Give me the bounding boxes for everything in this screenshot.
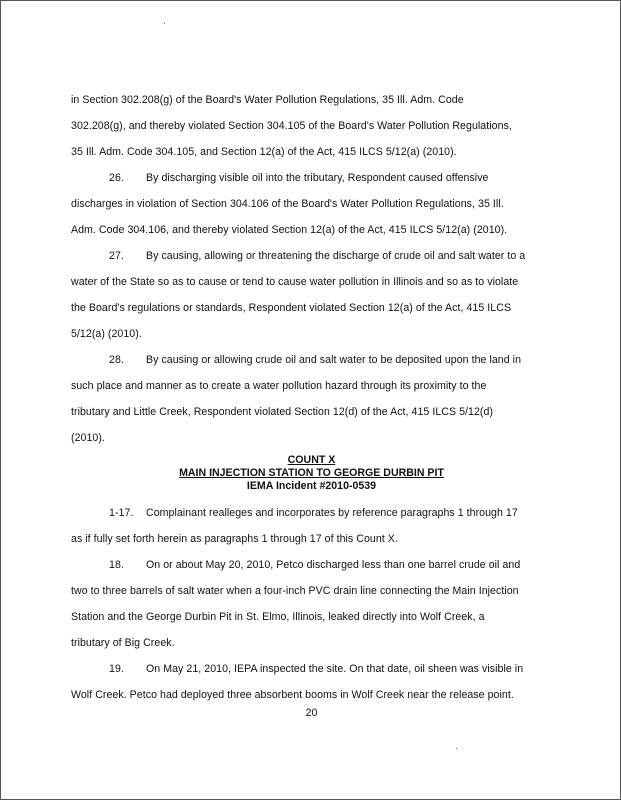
text-line: By causing, allowing or threatening the discharge of crude oil and salt water to a (146, 250, 526, 262)
paragraph-19-first-line (109, 663, 523, 675)
scan-speck (164, 23, 165, 24)
text-line: tributary of Big Creek. (71, 637, 175, 649)
paragraph-26-first-line (109, 172, 489, 184)
text-line: Adm. Code 304.106, and thereby violated Section 12(a) of the Act, 415 ILCS 5/12(a) (2010). (71, 224, 508, 236)
text-line: discharges in violation of Section 304.106 of the Board's Water Pollution Regulations, 35 Ill. (71, 198, 504, 210)
text-line: By causing or allowing crude oil and salt water to be deposited upon the land in (146, 354, 522, 366)
text-line: tributary and Little Creek, Respondent violated Section 12(d) of the Act, 415 ILCS 5/12(d) (71, 406, 494, 418)
text-line: the Board's regulations or standards, Respondent violated Section 12(a) of the Act, 415 ILCS (71, 302, 512, 314)
paragraph-number: 27. (109, 250, 124, 262)
text-line: 302.208(g), and thereby violated Section 304.105 of the Board's Water Pollution Regulations, (71, 120, 512, 132)
scan-speck (456, 748, 457, 749)
text-line: in Section 302.208(g) of the Board's Water Pollution Regulations, 35 Ill. Adm. Code (71, 94, 464, 106)
count-subtitle: MAIN INJECTION STATION TO GEORGE DURBIN PIT (179, 467, 444, 479)
text-line: Complainant realleges and incorporates by reference paragraphs 1 through 17 (146, 507, 518, 519)
paragraph-27-first-line (109, 250, 525, 262)
text-line: On May 21, 2010, IEPA inspected the site. On that date, oil sheen was visible in (146, 663, 524, 675)
paragraph-number: 26. (109, 172, 124, 184)
text-line: On or about May 20, 2010, Petco discharged less than one barrel crude oil and (146, 559, 521, 571)
text-line: such place and manner as to create a water pollution hazard through its proximity to the (71, 380, 487, 392)
text-line: (2010). (71, 432, 105, 444)
paragraph-28-first-line (109, 354, 521, 366)
paragraph-number: 1-17. (109, 507, 134, 519)
text-line: 35 Ill. Adm. Code 304.105, and Section 12(a) of the Act, 415 ILCS 5/12(a) (2010). (71, 146, 457, 158)
paragraph-18-first-line (109, 559, 520, 571)
text-line: as if fully set forth herein as paragraphs 1 through 17 of this Count X. (71, 533, 398, 545)
paragraph-1-17-first-line (109, 507, 518, 519)
paragraph-number: 28. (109, 354, 124, 366)
paragraph-number: 18. (109, 559, 124, 571)
paragraph-number: 19. (109, 663, 124, 675)
text-line: 5/12(a) (2010). (71, 328, 142, 340)
text-line: By discharging visible oil into the tributary, Respondent caused offensive (146, 172, 489, 184)
incident-number: IEMA Incident #2010-0539 (246, 480, 377, 492)
page-number: 20 (305, 707, 318, 719)
text-line: water of the State so as to cause or tend to cause water pollution in Illinois and so as to violate (71, 276, 519, 288)
text-line: Wolf Creek. Petco had deployed three absorbent booms in Wolf Creek near the release point. (71, 689, 514, 701)
text-line: Station and the George Durbin Pit in St. Elmo, Illinois, leaked directly into Wolf Creek, a (71, 611, 485, 623)
text-line: two to three barrels of salt water when a four-inch PVC drain line connecting the Main Injection (71, 585, 519, 597)
count-title: COUNT X (287, 454, 336, 466)
